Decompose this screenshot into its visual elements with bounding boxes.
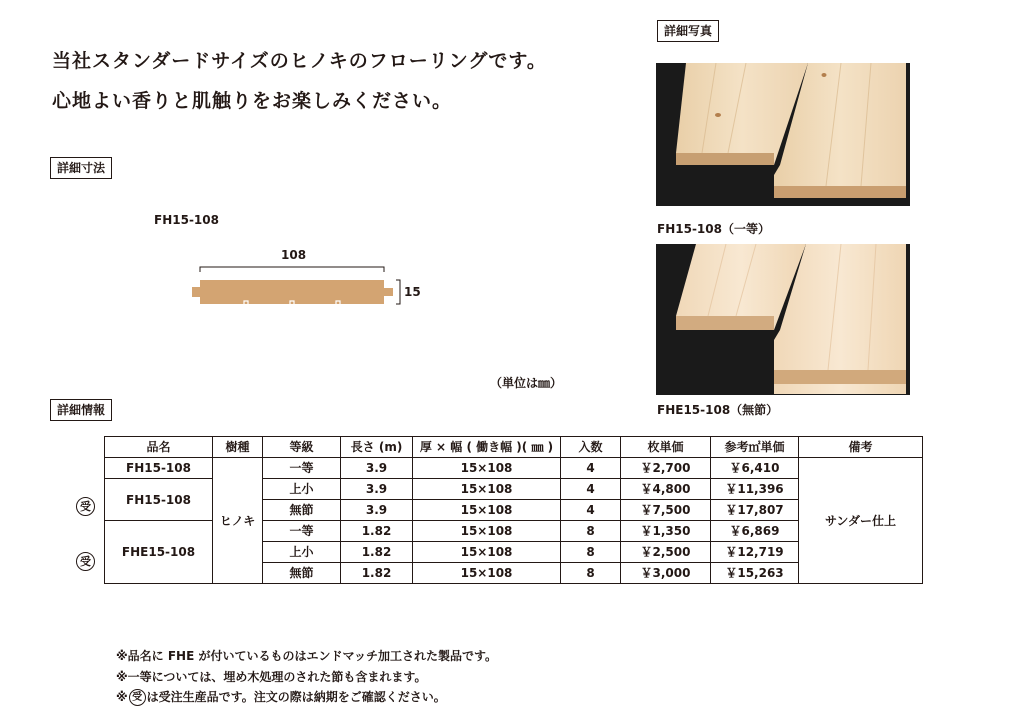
note-3-text: は受注生産品です。注文の際は納期をご確認ください。 (146, 690, 446, 704)
col-header-grade: 等級 (263, 437, 341, 458)
size-cell: 15×108 (413, 479, 561, 500)
product-cell: FHE15-108 (105, 521, 213, 584)
species-cell: ヒノキ (213, 458, 263, 584)
width-dimension-line (200, 267, 384, 272)
unit-note: （単位は㎜） (490, 376, 563, 390)
size-cell: 15×108 (413, 500, 561, 521)
note-3 (116, 688, 446, 706)
unit-price-cell: ￥2,500 (621, 542, 711, 563)
length-cell: 3.9 (341, 500, 413, 521)
m2-price-cell: ￥12,719 (711, 542, 799, 563)
m2-price-cell: ￥6,410 (711, 458, 799, 479)
quantity-cell: 4 (561, 458, 621, 479)
grade-cell: 上小 (263, 479, 341, 500)
size-cell: 15×108 (413, 542, 561, 563)
m2-price-cell: ￥6,869 (711, 521, 799, 542)
quantity-cell: 4 (561, 500, 621, 521)
note-2: ※一等については、埋め木処理のされた節も含まれます。 (116, 670, 427, 684)
unit-price-cell: ￥3,000 (621, 563, 711, 584)
m2-price-cell: ￥17,807 (711, 500, 799, 521)
note-3-made-to-order-mark: 受 (129, 689, 146, 706)
col-header-species: 樹種 (213, 437, 263, 458)
photo-fhe15-108 (656, 244, 910, 395)
grade-cell: 無節 (263, 500, 341, 521)
board-profile (192, 280, 393, 304)
grade-cell: 一等 (263, 458, 341, 479)
board-width-value: 108 (281, 248, 307, 262)
quantity-cell: 8 (561, 542, 621, 563)
table-header-row (105, 437, 923, 458)
unit-price-cell: ￥1,350 (621, 521, 711, 542)
unit-price-cell: ￥4,800 (621, 479, 711, 500)
made-to-order-mark-fhe: 受 (76, 552, 95, 571)
length-cell: 1.82 (341, 521, 413, 542)
col-header-unit-price: 枚単価 (621, 437, 711, 458)
size-cell: 15×108 (413, 563, 561, 584)
dimension-section-label: 詳細寸法 (50, 157, 112, 179)
col-header-product: 品名 (105, 437, 213, 458)
note-3-prefix: ※ (116, 690, 128, 704)
board-thickness-value: 15 (404, 285, 421, 299)
col-header-remarks: 備考 (799, 437, 923, 458)
grade-cell: 一等 (263, 521, 341, 542)
size-cell: 15×108 (413, 458, 561, 479)
photo-caption-1: FH15-108（一等） (657, 222, 770, 236)
quantity-cell: 8 (561, 563, 621, 584)
intro-line-2: 心地よい香りと肌触りをお楽しみください。 (52, 90, 453, 112)
dimension-model-name: FH15-108 (154, 213, 219, 227)
length-cell: 1.82 (341, 542, 413, 563)
size-cell: 15×108 (413, 521, 561, 542)
m2-price-cell: ￥11,396 (711, 479, 799, 500)
photo-section-label: 詳細写真 (657, 20, 719, 42)
length-cell: 1.82 (341, 563, 413, 584)
col-header-quantity: 入数 (561, 437, 621, 458)
remarks-cell: サンダー仕上 (799, 458, 923, 584)
thickness-dimension-line (396, 280, 400, 304)
made-to-order-mark-fh: 受 (76, 497, 95, 516)
unit-price-cell: ￥2,700 (621, 458, 711, 479)
photo-fh15-108 (656, 63, 910, 206)
table-row (105, 458, 923, 479)
product-cell: FH15-108 (105, 458, 213, 479)
product-cell: FH15-108 (105, 479, 213, 521)
col-header-m2-price: 参考㎡単価 (711, 437, 799, 458)
grade-cell: 上小 (263, 542, 341, 563)
col-header-length: 長さ (m) (341, 437, 413, 458)
length-cell: 3.9 (341, 479, 413, 500)
quantity-cell: 8 (561, 521, 621, 542)
product-spec-table (104, 436, 923, 584)
quantity-cell: 4 (561, 479, 621, 500)
m2-price-cell: ￥15,263 (711, 563, 799, 584)
info-section-label: 詳細情報 (50, 399, 112, 421)
col-header-size: 厚 × 幅 ( 働き幅 )( ㎜ ) (413, 437, 561, 458)
photo-caption-2: FHE15-108（無節） (657, 403, 779, 417)
note-1: ※品名に FHE が付いているものはエンドマッチ加工された製品です。 (116, 649, 498, 663)
intro-line-1: 当社スタンダードサイズのヒノキのフローリングです。 (52, 50, 547, 72)
length-cell: 3.9 (341, 458, 413, 479)
grade-cell: 無節 (263, 563, 341, 584)
unit-price-cell: ￥7,500 (621, 500, 711, 521)
